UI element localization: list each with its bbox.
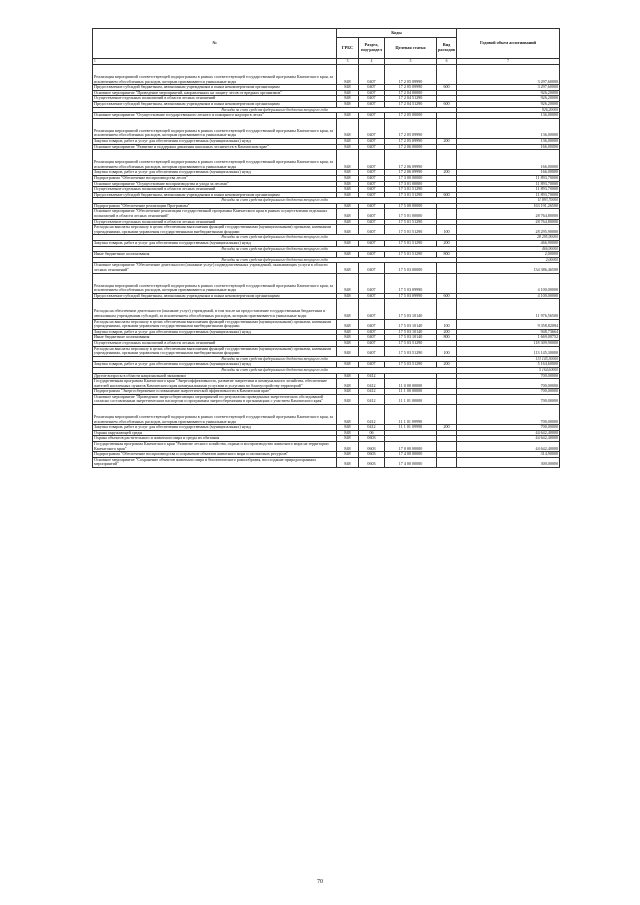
row-expense-type: 800 [437, 335, 457, 341]
row-amount: 136,00000 [457, 118, 560, 138]
row-description: Охрана объектов растительного и животного мира и среды их обитания [93, 436, 337, 442]
table-row [93, 263, 560, 273]
note-text: Расходы за счет средств федерального бюджета текущего года [93, 367, 457, 373]
row-grbs: 848 [337, 335, 359, 341]
row-grbs: 848 [337, 263, 359, 273]
header-number: № [93, 29, 337, 59]
row-amount: 314,90000 [457, 452, 560, 458]
note-amount: 11 893,70000 [457, 198, 560, 204]
row-grbs: 848 [337, 181, 359, 187]
row-section: 0407 [359, 299, 385, 319]
row-description: Реализация мероприятий соответствующей подпрограммы в рамках соответствующей государственной программы Камчатского края, за исключением обособленных расходов, которым присваиваются уникальные коды [93, 405, 337, 425]
row-target-item: 17 2 04 51290 [385, 101, 437, 107]
row-expense-type: 600 [437, 85, 457, 91]
row-amount: 134 386,46500 [457, 263, 560, 273]
header-target-item: Целевая статья [385, 38, 437, 59]
row-target-item: 17 5 03 10140 [385, 319, 437, 329]
row-target-item: 17 3 01 51290 [385, 187, 437, 193]
row-grbs: 848 [337, 209, 359, 219]
row-description: Реализация мероприятий соответствующей подпрограммы в рамках соответствующей государственной программы Камчатского края, за исключением обособленных расходов, которым присваиваются уникальные коды [93, 118, 337, 138]
row-grbs: 848 [337, 436, 359, 442]
note-amount: 28 295,90000 [457, 235, 560, 241]
row-amount: 28 295,90000 [457, 225, 560, 235]
row-grbs: 848 [337, 225, 359, 235]
row-section: 0407 [359, 340, 385, 346]
row-amount: 28 764,80000 [457, 219, 560, 225]
row-section: 0407 [359, 273, 385, 293]
row-description: Закупка товаров, работ и услуг для обеспечения государственных (муниципальных) нужд [93, 170, 337, 176]
table-row [93, 346, 560, 356]
row-grbs: 848 [337, 175, 359, 181]
row-section: 0407 [359, 65, 385, 85]
row-description: Осуществление отдельных полномочий в области лесных отношений [93, 340, 337, 346]
row-description: Государственная программа Камчатского края "Энергоэффективность, развитие энергетики и коммунального хозяйства, обеспечение жителей населенных пунктов Камчатского края коммунальными услугами и услугами по благоустройству территорий" [93, 379, 337, 389]
row-target-item: 17 5 00 00000 [385, 203, 437, 209]
row-target-item: 17 2 05 00000 [385, 113, 437, 119]
row-target-item: 17 5 03 00000 [385, 263, 437, 273]
row-target-item: 17 5 01 51290 [385, 252, 437, 258]
note-amount: 113 145,30000 [457, 356, 560, 362]
row-section: 0407 [359, 319, 385, 329]
row-grbs: 848 [337, 362, 359, 368]
row-amount: 136,00000 [457, 113, 560, 119]
header-codes: Коды [337, 29, 457, 38]
row-description: Другие вопросы в области национальной экономики [93, 373, 337, 379]
row-target-item: 17 5 03 51290 [385, 346, 437, 356]
row-section: 0407 [359, 96, 385, 102]
note-amount: 926,20000 [457, 107, 560, 113]
row-target-item: 11 1 01 00000 [385, 394, 437, 404]
row-description: Закупка товаров, работ и услуг для обеспечения государственных (муниципальных) нужд [93, 362, 337, 368]
row-section: 0407 [359, 209, 385, 219]
note-text: Расходы за счет средств федерального бюджета текущего года [93, 107, 457, 113]
row-amount: 700,00000 [457, 373, 560, 379]
row-amount: 9 358,82084 [457, 319, 560, 329]
table-body [93, 65, 560, 468]
row-target-item: 17 2 05 09990 [385, 85, 437, 91]
row-section: 0603 [359, 436, 385, 442]
row-expense-type: 600 [437, 293, 457, 299]
note-amount: 2,00000 [457, 257, 560, 263]
row-target-item: 17 4 00 00000 [385, 452, 437, 458]
row-section: 0407 [359, 90, 385, 96]
row-section: 0407 [359, 85, 385, 91]
row-section: 0412 [359, 373, 385, 379]
row-grbs: 848 [337, 138, 359, 144]
note-text: Расходы за счет средств федерального бюджета текущего года [93, 235, 457, 241]
row-expense-type: 600 [437, 192, 457, 198]
row-amount: 926,20000 [457, 90, 560, 96]
row-expense-type: 600 [437, 101, 457, 107]
row-target-item: 17 3 01 51290 [385, 192, 437, 198]
row-expense-type: 200 [437, 170, 457, 176]
row-target-item: 11 1 00 00000 [385, 389, 437, 395]
row-amount: 118 309,90000 [457, 340, 560, 346]
column-number: 4 [359, 59, 385, 65]
row-description: Расходы на выплаты персоналу в целях обеспечения выполнения функций государственными (муниципальными) органами, казенными учреждениями, органами управления государственными внебюджетными фондами [93, 319, 337, 329]
row-grbs: 848 [337, 319, 359, 329]
row-description: Закупка товаров, работ и услуг для обеспечения государственных (муниципальных) нужд [93, 138, 337, 144]
row-description: Расходы на обеспечение деятельности (оказание услуг) учреждений, в том числе на предоставление государственным бюджетным и автономным учреждениям субсидий, за исключением обособленных расходов, которым присваиваются уникальные коды [93, 299, 337, 319]
table-row [93, 379, 560, 389]
row-section: 0407 [359, 346, 385, 356]
row-grbs: 848 [337, 340, 359, 346]
row-description: Предоставление субсидий бюджетным, автономным учреждениям и иным некоммерческим организациям [93, 85, 337, 91]
table-row [93, 299, 560, 319]
row-grbs: 848 [337, 96, 359, 102]
row-section: 0407 [359, 335, 385, 341]
table-row [93, 225, 560, 235]
row-amount: 163 191,26500 [457, 203, 560, 209]
row-description: Расходы на выплаты персоналу в целях обеспечения выполнения функций государственными (муниципальными) органами, казенными учреждениями, органами управления государственными внебюджетными фондами [93, 346, 337, 356]
row-expense-type: 100 [437, 319, 457, 329]
row-section: 0407 [359, 241, 385, 247]
row-amount: 926,20000 [457, 101, 560, 107]
budget-table-sheet [92, 28, 559, 468]
row-target-item: 17 5 03 51290 [385, 340, 437, 346]
row-expense-type: 200 [437, 425, 457, 431]
row-amount: 44 642,40000 [457, 430, 560, 436]
row-amount: 166,00000 [457, 144, 560, 150]
column-number: 7 [457, 59, 560, 65]
row-target-item: 17 2 06 09990 [385, 150, 437, 170]
row-amount: 28 764,80000 [457, 209, 560, 219]
row-description: Предоставление субсидий бюджетным, автономным учреждениям и иным некоммерческим организациям [93, 101, 337, 107]
row-grbs: 848 [337, 144, 359, 150]
row-section: 0407 [359, 118, 385, 138]
budget-table [92, 28, 560, 468]
row-description: Иные бюджетные ассигнования [93, 252, 337, 258]
row-section: 0407 [359, 252, 385, 258]
row-grbs: 848 [337, 219, 359, 225]
row-amount: 136,00000 [457, 138, 560, 144]
row-amount: 700,00000 [457, 379, 560, 389]
row-grbs: 848 [337, 394, 359, 404]
row-target-item: 17 3 00 00000 [385, 175, 437, 181]
row-description: Государственная программа Камчатского края "Развитие лесного хозяйства, охрана и воспроизводство животного мира на территории Камчатского края" [93, 442, 337, 452]
row-target-item: 17 2 06 00000 [385, 144, 437, 150]
row-amount: 2,00000 [457, 252, 560, 258]
row-target-item: 11 0 00 00000 [385, 379, 437, 389]
row-amount: 4 100,00000 [457, 293, 560, 299]
note-text: Расходы за счет средств федерального бюджета текущего года [93, 246, 457, 252]
row-grbs: 848 [337, 457, 359, 467]
row-description: Реализация мероприятий соответствующей подпрограммы в рамках соответствующей государственной программы Камчатского края, за исключением обособленных расходов, которым присваиваются уникальные коды [93, 273, 337, 293]
row-amount: 948,73664 [457, 329, 560, 335]
row-section: 0407 [359, 150, 385, 170]
page-number: 70 [317, 879, 323, 885]
row-amount: 3 297,60000 [457, 65, 560, 85]
row-grbs: 848 [337, 389, 359, 395]
row-expense-type: 200 [437, 138, 457, 144]
column-number: 1 [93, 59, 337, 65]
row-grbs: 848 [337, 273, 359, 293]
row-description: Предоставление субсидий бюджетным, автономным учреждениям и иным некоммерческим организациям [93, 192, 337, 198]
row-section: 0407 [359, 293, 385, 299]
row-description: Подпрограмма "Обеспечение реализации Программы" [93, 203, 337, 209]
row-amount: 700,00000 [457, 425, 560, 431]
row-section: 0412 [359, 425, 385, 431]
table-row [93, 442, 560, 452]
row-description: Основное мероприятие "Обеспечение реализации государственной программы Камчатского края в рамках осуществления отдельных полномочий в области лесных отношений" [93, 209, 337, 219]
row-section: 0407 [359, 203, 385, 209]
row-amount: 44 642,40000 [457, 436, 560, 442]
row-grbs: 848 [337, 118, 359, 138]
row-section: 0407 [359, 219, 385, 225]
row-description: Закупка товаров, работ и услуг для обеспечения государственных (муниципальных) нужд [93, 241, 337, 247]
row-amount: 300,00000 [457, 457, 560, 467]
row-amount: 700,00000 [457, 405, 560, 425]
header-grbs: ГРБС [337, 38, 359, 59]
row-section: 0412 [359, 389, 385, 395]
row-description: Основное мероприятие "Проведение энергосберегающих мероприятий по результатам проведенных энергетических обследований согласно составленным энергетическим паспортам и программам энергосбережения в организациях с участием Камчатского края" [93, 394, 337, 404]
row-amount: 466,90000 [457, 241, 560, 247]
row-amount: 11 893,70000 [457, 192, 560, 198]
row-amount: 11 893,70000 [457, 187, 560, 193]
row-description: Основное мероприятие "Развитие и поддержка движения школьных лесничеств в Камчатском крае" [93, 144, 337, 150]
row-grbs: 848 [337, 329, 359, 335]
row-grbs: 848 [337, 293, 359, 299]
table-row [93, 209, 560, 219]
row-description: Предоставление субсидий бюджетным, автономным учреждениям и иным некоммерческим организациям [93, 293, 337, 299]
table-row [93, 457, 560, 467]
row-expense-type [437, 457, 457, 467]
row-grbs: 848 [337, 101, 359, 107]
row-grbs: 848 [337, 192, 359, 198]
row-amount: 4 100,00000 [457, 273, 560, 293]
row-amount: 11 976,56500 [457, 299, 560, 319]
row-description: Осуществление отдельных полномочий в области лесных отношений [93, 187, 337, 193]
row-amount: 11 893,70000 [457, 181, 560, 187]
table-row [93, 118, 560, 138]
note-text: Расходы за счет средств федерального бюджета текущего года [93, 356, 457, 362]
row-description: Реализация мероприятий соответствующей подпрограммы в рамках соответствующей государственной программы Камчатского края, за исключением обособленных расходов, которым присваиваются уникальные коды [93, 65, 337, 85]
row-description: Осуществление отдельных полномочий в области лесных отношений [93, 96, 337, 102]
note-amount: 466,90000 [457, 246, 560, 252]
row-target-item: 17 5 01 51290 [385, 219, 437, 225]
row-grbs: 848 [337, 405, 359, 425]
row-description: Основное мероприятие "Обеспечение деятельности (оказание услуг) подведомственных учреждений, оказывающих услуги в области лесных отношений" [93, 263, 337, 273]
row-description: Иные бюджетные ассигнования [93, 335, 337, 341]
row-grbs: 848 [337, 241, 359, 247]
column-number: 3 [337, 59, 359, 65]
table-row [93, 65, 560, 85]
table-row [93, 150, 560, 170]
row-section: 0603 [359, 442, 385, 452]
row-grbs: 848 [337, 187, 359, 193]
header-expense-type: Вид расходов [437, 38, 457, 59]
row-amount: 700,00000 [457, 394, 560, 404]
row-expense-type: 200 [437, 329, 457, 335]
row-amount: 166,00000 [457, 170, 560, 176]
row-grbs: 848 [337, 65, 359, 85]
row-expense-type: 100 [437, 346, 457, 356]
row-target-item: 11 1 01 09990 [385, 425, 437, 431]
row-section: 06 [359, 430, 385, 436]
row-amount: 44 642,40000 [457, 442, 560, 452]
row-expense-type: 100 [437, 225, 457, 235]
row-expense-type [437, 442, 457, 452]
note-amount: 5 164,60000 [457, 367, 560, 373]
row-section: 0407 [359, 187, 385, 193]
table-row [93, 405, 560, 425]
row-grbs: 848 [337, 425, 359, 431]
column-number: 5 [385, 59, 437, 65]
row-target-item: 17 5 01 51290 [385, 225, 437, 235]
row-amount: 926,20000 [457, 96, 560, 102]
table-row [93, 319, 560, 329]
row-grbs: 848 [337, 90, 359, 96]
row-description: Закупка товаров, работ и услуг для обеспечения государственных (муниципальных) нужд [93, 425, 337, 431]
row-description: Основное мероприятие "Осуществление воспроизводства и ухода за лесами" [93, 181, 337, 187]
row-target-item: 17 5 03 51290 [385, 362, 437, 368]
row-expense-type: 800 [437, 252, 457, 258]
row-expense-type [437, 209, 457, 219]
row-description: Реализация мероприятий соответствующей подпрограммы в рамках соответствующей государственной программы Камчатского края, за исключением обособленных расходов, которым присваиваются уникальные коды [93, 150, 337, 170]
row-section: 0407 [359, 170, 385, 176]
row-expense-type [437, 299, 457, 319]
row-description: Подпрограмма "Обеспечение воспроизводства лесов" [93, 175, 337, 181]
row-grbs: 848 [337, 373, 359, 379]
row-expense-type [437, 394, 457, 404]
row-section: 0407 [359, 138, 385, 144]
row-grbs: 848 [337, 85, 359, 91]
column-number: 6 [437, 59, 457, 65]
row-expense-type: 200 [437, 241, 457, 247]
row-amount: 166,00000 [457, 150, 560, 170]
row-section: 0407 [359, 263, 385, 273]
row-grbs: 848 [337, 150, 359, 170]
row-target-item: 17 4 00 00000 [385, 457, 437, 467]
row-grbs: 848 [337, 346, 359, 356]
row-expense-type [437, 65, 457, 85]
row-expense-type: 200 [437, 362, 457, 368]
row-grbs: 848 [337, 442, 359, 452]
row-section: 0407 [359, 144, 385, 150]
row-section: 0412 [359, 379, 385, 389]
row-description: Основное мероприятие "Проведение мероприятий, направленных на защиту лесов от вредных организмов" [93, 90, 337, 96]
row-description: Расходы на выплаты персоналу в целях обеспечения выполнения функций государственными (муниципальными) органами, казенными учреждениями, органами управления государственными внебюджетными фондами [93, 225, 337, 235]
row-target-item: 17 5 03 10140 [385, 329, 437, 335]
row-target-item: 17 2 05 09990 [385, 118, 437, 138]
row-target-item: 17 2 05 09990 [385, 65, 437, 85]
row-description: Охрана окружающей среды [93, 430, 337, 436]
row-grbs: 848 [337, 379, 359, 389]
row-grbs: 848 [337, 430, 359, 436]
row-amount: 113 145,30000 [457, 346, 560, 356]
row-amount: 1 669,00752 [457, 335, 560, 341]
row-target-item: 17 5 03 10140 [385, 299, 437, 319]
row-amount: 11 893,70000 [457, 175, 560, 181]
row-section: 0407 [359, 175, 385, 181]
header-section: Раздел, под-раздел [359, 38, 385, 59]
table-row [93, 394, 560, 404]
row-grbs: 848 [337, 299, 359, 319]
row-description: Осуществление отдельных полномочий в области лесных отношений [93, 219, 337, 225]
row-expense-type [437, 150, 457, 170]
row-section: 0407 [359, 101, 385, 107]
note-text: Расходы за счет средств федерального бюджета текущего года [93, 257, 457, 263]
row-section: 0407 [359, 181, 385, 187]
row-description: Основное мероприятие "Осуществление государственного лесного и пожарного надзора в лесах" [93, 113, 337, 119]
row-section: 0407 [359, 113, 385, 119]
row-grbs: 848 [337, 170, 359, 176]
row-description: Закупка товаров, работ и услуг для обеспечения государственных (муниципальных) нужд [93, 329, 337, 335]
row-description: Подпрограмма "Энергосбережение и повышение энергетической эффективности в Камчатском крае" [93, 389, 337, 395]
header-annual-amount: Годовой объем ассигнований [457, 29, 560, 59]
row-grbs: 848 [337, 452, 359, 458]
row-expense-type [437, 118, 457, 138]
row-target-item: 17 3 01 00000 [385, 181, 437, 187]
row-target-item: 17 5 03 10140 [385, 335, 437, 341]
row-expense-type [437, 379, 457, 389]
table-header-row [93, 29, 560, 38]
row-description: Основное мероприятие "Сохранение объектов животного мира и биологического разнообразия, воссоздание природоохранных мероприятий" [93, 457, 337, 467]
table-row [93, 273, 560, 293]
row-target-item: 17 2 04 00000 [385, 90, 437, 96]
row-target-item: 17 5 03 09990 [385, 273, 437, 293]
row-description: Подпрограмма "Обеспечение воспроизводства и сохранение объектов животного мира и охотничьих ресурсов" [93, 452, 337, 458]
row-grbs: 848 [337, 113, 359, 119]
row-amount: 700,00000 [457, 389, 560, 395]
row-target-item: 17 5 01 51290 [385, 241, 437, 247]
row-target-item: 17 0 00 00000 [385, 442, 437, 452]
row-grbs: 848 [337, 252, 359, 258]
row-expense-type [437, 273, 457, 293]
row-section: 0407 [359, 192, 385, 198]
row-target-item: 17 2 04 51290 [385, 96, 437, 102]
row-section: 0407 [359, 225, 385, 235]
row-section: 0412 [359, 394, 385, 404]
note-text: Расходы за счет средств федерального бюджета текущего года [93, 198, 457, 204]
row-expense-type [437, 263, 457, 273]
row-target-item: 17 5 03 09990 [385, 293, 437, 299]
row-target-item: 17 5 01 00000 [385, 209, 437, 219]
row-section: 0603 [359, 452, 385, 458]
row-section: 0407 [359, 362, 385, 368]
row-section: 0412 [359, 405, 385, 425]
row-amount: 5 164,60000 [457, 362, 560, 368]
row-target-item: 17 2 06 09990 [385, 170, 437, 176]
row-target-item: 11 1 01 09990 [385, 405, 437, 425]
row-amount: 3 297,60000 [457, 85, 560, 91]
row-target-item: 17 2 05 09990 [385, 138, 437, 144]
row-section: 0407 [359, 329, 385, 335]
row-expense-type [437, 405, 457, 425]
row-grbs: 848 [337, 203, 359, 209]
row-section: 0603 [359, 457, 385, 467]
